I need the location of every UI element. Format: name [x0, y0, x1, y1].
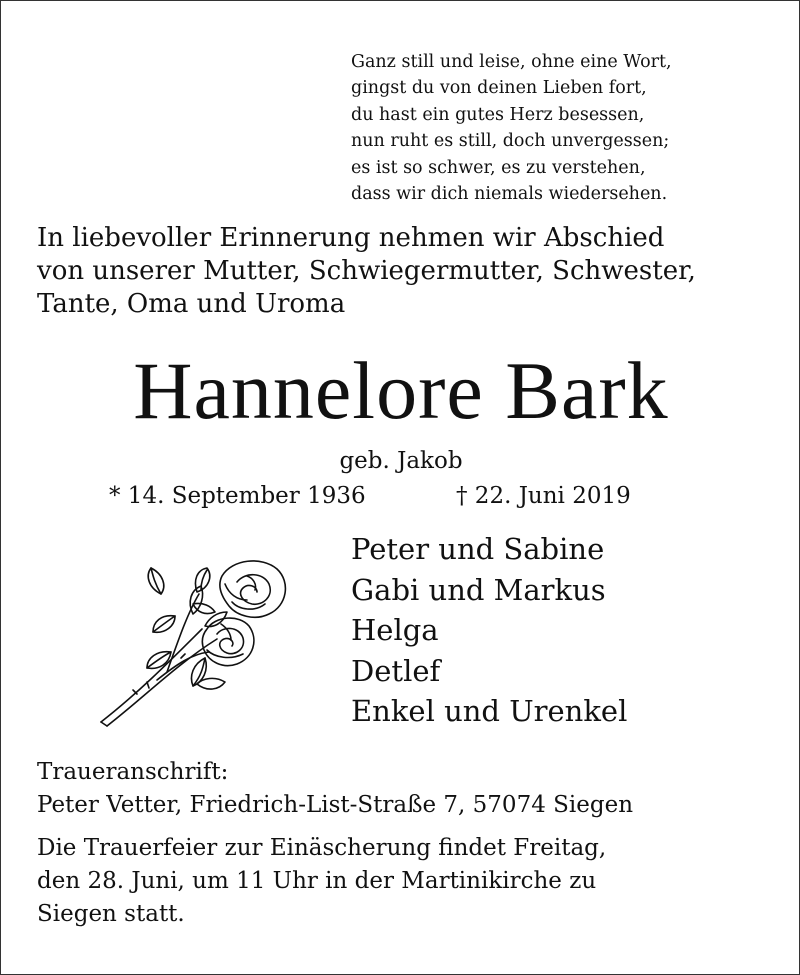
intro-line: In liebevoller Erinnerung nehmen wir Abschied	[37, 223, 665, 253]
mourning-address	[37, 756, 633, 822]
deceased-name: Hannelore Bark	[133, 345, 669, 436]
poem-line: nun ruht es still, doch unvergessen;	[351, 131, 670, 152]
ceremony-line: den 28. Juni, um 11 Uhr in der Martinikirche zu	[37, 868, 597, 894]
ceremony-line: Siegen statt.	[37, 901, 185, 927]
mourner: Detlef	[351, 653, 441, 688]
poem	[351, 49, 672, 207]
mourners-list	[351, 529, 627, 732]
address-label: Traueranschrift:	[37, 759, 229, 785]
birth-name: geb. Jakob	[339, 448, 463, 474]
rose-icon	[97, 554, 293, 732]
ceremony-info	[37, 832, 606, 931]
birth-date: * 14. September 1936	[109, 483, 366, 509]
death-date: † 22. Juni 2019	[456, 483, 631, 509]
poem-line: dass wir dich niemals wiedersehen.	[351, 184, 668, 205]
poem-line: Ganz still und leise, ohne eine Wort,	[351, 52, 672, 72]
intro-line: von unserer Mutter, Schwiegermutter, Schwester,	[37, 256, 696, 286]
farewell-intro	[37, 222, 696, 321]
mourner: Helga	[351, 613, 439, 647]
mourner: Gabi und Markus	[351, 572, 606, 607]
poem-line: gingst du von deinen Lieben fort,	[351, 78, 647, 99]
poem-line: es ist so schwer, es zu verstehen,	[351, 157, 646, 178]
mourner: Enkel und Urenkel	[351, 694, 628, 728]
mourner: Peter und Sabine	[351, 532, 605, 566]
address-line: Peter Vetter, Friedrich-List-Straße 7, 57074 Siegen	[37, 792, 634, 818]
intro-line: Tante, Oma und Uroma	[37, 289, 346, 319]
poem-line: du hast ein gutes Herz besessen,	[351, 104, 645, 125]
ceremony-line: Die Trauerfeier zur Einäscherung findet Freitag,	[37, 835, 607, 861]
